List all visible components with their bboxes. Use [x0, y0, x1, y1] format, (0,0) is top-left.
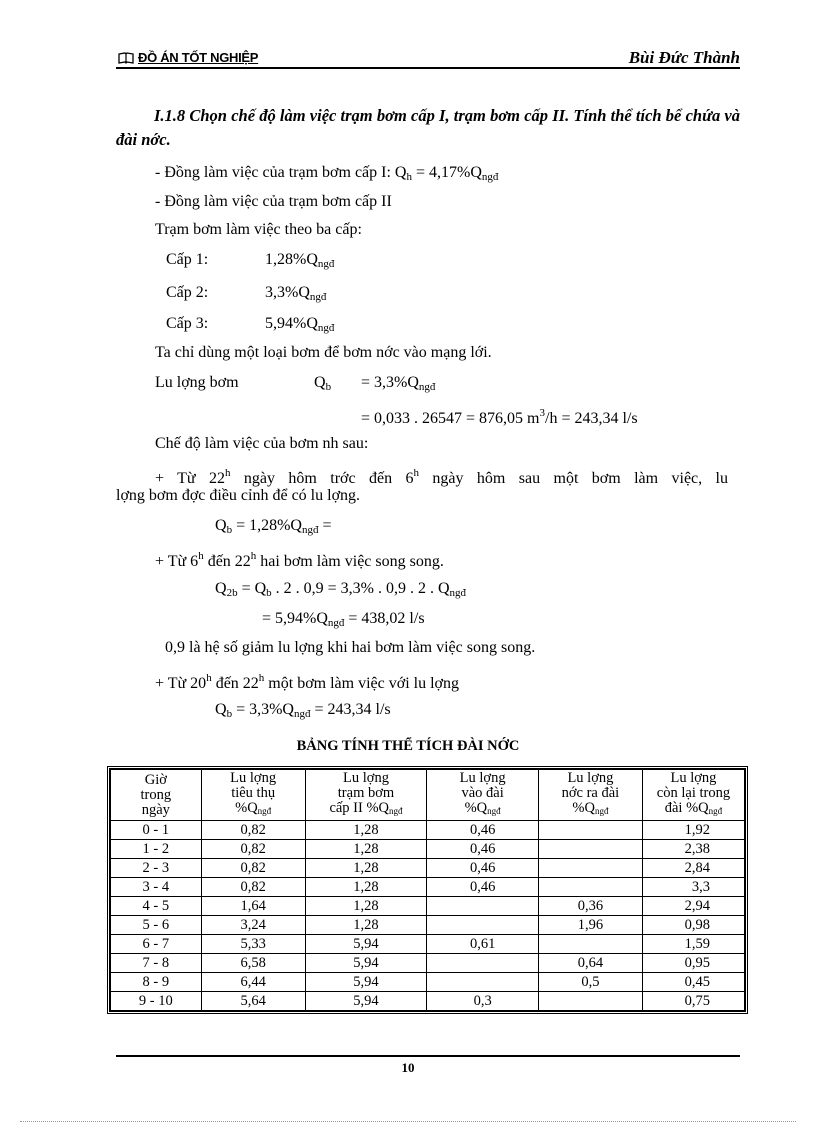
table-row [111, 897, 745, 916]
cap3-value: $5,94\%Q_{ngđ}$ [265, 315, 335, 334]
table-row [111, 992, 745, 1011]
table-row [111, 878, 745, 897]
header-left-title [118, 50, 258, 67]
table-cell [538, 935, 642, 954]
q2b-eq-1: $Q_{2b} = Q_b$ . 2 . 0,9 = 3,3% . 0,9 . 2 . $Q_{ngđ}$ [215, 580, 467, 599]
table-cell: 5,94 [305, 973, 427, 992]
table-cell: 7 - 8 [111, 954, 202, 973]
section-title: I.1.8 Chọn chế độ làm việc trạm bơm cấp I, trạm bơm cấp II. Tính thể tích bể chứa và đài nớc. [116, 106, 740, 149]
table-cell [427, 954, 539, 973]
text-line-9: lợng bơm đợc điều cỉnh để có lu lợng. [116, 487, 361, 504]
footer-rule [116, 1055, 740, 1057]
table-cell: 0,46 [427, 878, 539, 897]
table-cell: 1,96 [538, 916, 642, 935]
table-cell [427, 916, 539, 935]
table-cell: 3 - 4 [111, 878, 202, 897]
table-cell: 8 - 9 [111, 973, 202, 992]
text-line-15: + Từ 20$^h$ đến 22$^h$ một bơm làm việc với lu lợng [155, 672, 459, 692]
table-cell: 1,28 [305, 821, 427, 840]
table-cell [427, 973, 539, 992]
table-cell: 0,82 [201, 840, 305, 859]
table-cell [538, 859, 642, 878]
table-cell: 1,64 [201, 897, 305, 916]
table-cell: 1,28 [305, 840, 427, 859]
table-cell: 1,28 [305, 897, 427, 916]
flow-eq-1: = $3,3\%Q_{ngđ}$ [361, 374, 436, 393]
table-header-col-1: Lu lợng tiêu thụ $\%Q_{ngđ}$ [201, 770, 305, 821]
table-cell: 2 - 3 [111, 859, 202, 878]
text-line-7: Chế độ làm việc của bơm nh sau: [155, 435, 369, 452]
table-body [111, 821, 745, 1011]
table-row [111, 916, 745, 935]
table-header-col-5: Lu lợng còn lại trong đài $\%Q_{ngđ}$ [642, 770, 744, 821]
text-line-8: + Từ 22$^h$ ngày hôm trớc đến 6$^h$ ngày hôm sau một bơm làm việc, lu [155, 467, 729, 487]
table-row [111, 859, 745, 878]
table-cell: 0,82 [201, 878, 305, 897]
table-cell: 1,59 [642, 935, 744, 954]
table-header-row [111, 770, 745, 821]
text-line-3: Trạm bơm làm việc theo ba cấp: [155, 221, 362, 238]
table-header-col-4: Lu lợng nớc ra đài $\%Q_{ngđ}$ [538, 770, 642, 821]
table-cell: 0,95 [642, 954, 744, 973]
flow-label: Lu lợng bơm [155, 374, 239, 391]
table-cell: 5,33 [201, 935, 305, 954]
cap3-label: Cấp 3: [166, 315, 209, 332]
table-cell: 0,82 [201, 859, 305, 878]
table-cell: 0,36 [538, 897, 642, 916]
table-cell: 3,3 [642, 878, 744, 897]
text-line-4: Ta chỉ dùng một loại bơm để bơm nớc vào mạng lới. [155, 344, 492, 361]
text-line-11: + Từ 6$^h$ đến 22$^h$ hai bơm làm việc song song. [155, 550, 444, 570]
table-cell: 2,38 [642, 840, 744, 859]
table-cell: 0,64 [538, 954, 642, 973]
table-row [111, 840, 745, 859]
table-cell [538, 992, 642, 1011]
table-cell: 5,94 [305, 935, 427, 954]
text-line-2: - Đồng làm việc của trạm bơm cấp II [155, 193, 392, 210]
table-cell: 0,5 [538, 973, 642, 992]
table-row [111, 954, 745, 973]
cap2-label: Cấp 2: [166, 284, 209, 301]
book-icon [118, 52, 134, 67]
table-cell: 0,82 [201, 821, 305, 840]
table-header-col-0: Giờ trong ngày [111, 770, 202, 821]
table-cell: 1,28 [305, 916, 427, 935]
table-title: BẢNG TÍNH THỂ TÍCH ĐÀI NỚC [296, 738, 520, 754]
table-cell: 1,28 [305, 878, 427, 897]
table-cell: 4 - 5 [111, 897, 202, 916]
table-cell: 1,28 [305, 859, 427, 878]
text-line-14: 0,9 là hệ số giảm lu lợng khi hai bơm làm việc song song. [165, 639, 536, 656]
table-cell: 0,46 [427, 821, 539, 840]
table-cell: 0,98 [642, 916, 744, 935]
table-cell: 5,64 [201, 992, 305, 1011]
table-cell: 0,75 [642, 992, 744, 1011]
table-cell: 0,45 [642, 973, 744, 992]
table-cell: 2,84 [642, 859, 744, 878]
table-cell: 5 - 6 [111, 916, 202, 935]
table-row [111, 973, 745, 992]
header-rule [116, 67, 740, 69]
table-row [111, 935, 745, 954]
table-cell: 5,94 [305, 992, 427, 1011]
table-cell: 1,92 [642, 821, 744, 840]
cap2-value: $3,3\%Q_{ngđ}$ [265, 284, 327, 303]
table-cell: 6 - 7 [111, 935, 202, 954]
table-cell: 0 - 1 [111, 821, 202, 840]
table-cell: 2,94 [642, 897, 744, 916]
tank-volume-table [107, 766, 748, 1014]
table-cell: 9 - 10 [111, 992, 202, 1011]
cap1-label: Cấp 1: [166, 251, 209, 268]
table-cell: 3,24 [201, 916, 305, 935]
table-cell [538, 821, 642, 840]
table-cell [538, 878, 642, 897]
flow-eq-2: = 0,033 . 26547 = 876,05 $m^3/h = 243,34$ l/s [361, 407, 638, 427]
header-author: Bùi Đức Thành [628, 48, 740, 67]
table-cell: 5,94 [305, 954, 427, 973]
text-line-1: - Đồng làm việc của trạm bơm cấp I: $Q_h = 4,17\%Q_{ngđ}$ [155, 164, 499, 183]
table-header-col-3: Lu lợng vào đài $\%Q_{ngđ}$ [427, 770, 539, 821]
table-row [111, 821, 745, 840]
qb-eq-1: $Q_b = 1,28\%Q_{ngđ}$ = [215, 517, 332, 536]
table-cell: 6,58 [201, 954, 305, 973]
table-cell [427, 897, 539, 916]
table-cell: 0,3 [427, 992, 539, 1011]
table-cell [538, 840, 642, 859]
table-cell: 0,61 [427, 935, 539, 954]
q2b-eq-2: = $5,94\%Q_{ngđ} = 438,02$ l/s [262, 610, 425, 629]
page-bottom-border [20, 1121, 796, 1122]
flow-symbol: $Q_b$ [314, 374, 332, 393]
table-header-col-2: Lu lợng trạm bơm cấp II $\%Q_{ngđ}$ [305, 770, 427, 821]
table-cell: 6,44 [201, 973, 305, 992]
table-cell: 0,46 [427, 859, 539, 878]
table-cell: 1 - 2 [111, 840, 202, 859]
table-cell: 0,46 [427, 840, 539, 859]
cap1-value: $1,28\%Q_{ngđ}$ [265, 251, 335, 270]
page-number: 10 [401, 1060, 415, 1075]
header-left-text: ĐỒ ÁN TỐT NGHIỆP [138, 50, 259, 65]
qb-eq-2: $Q_b = 3,3\%Q_{ngđ} = 243,34$ l/s [215, 701, 391, 720]
